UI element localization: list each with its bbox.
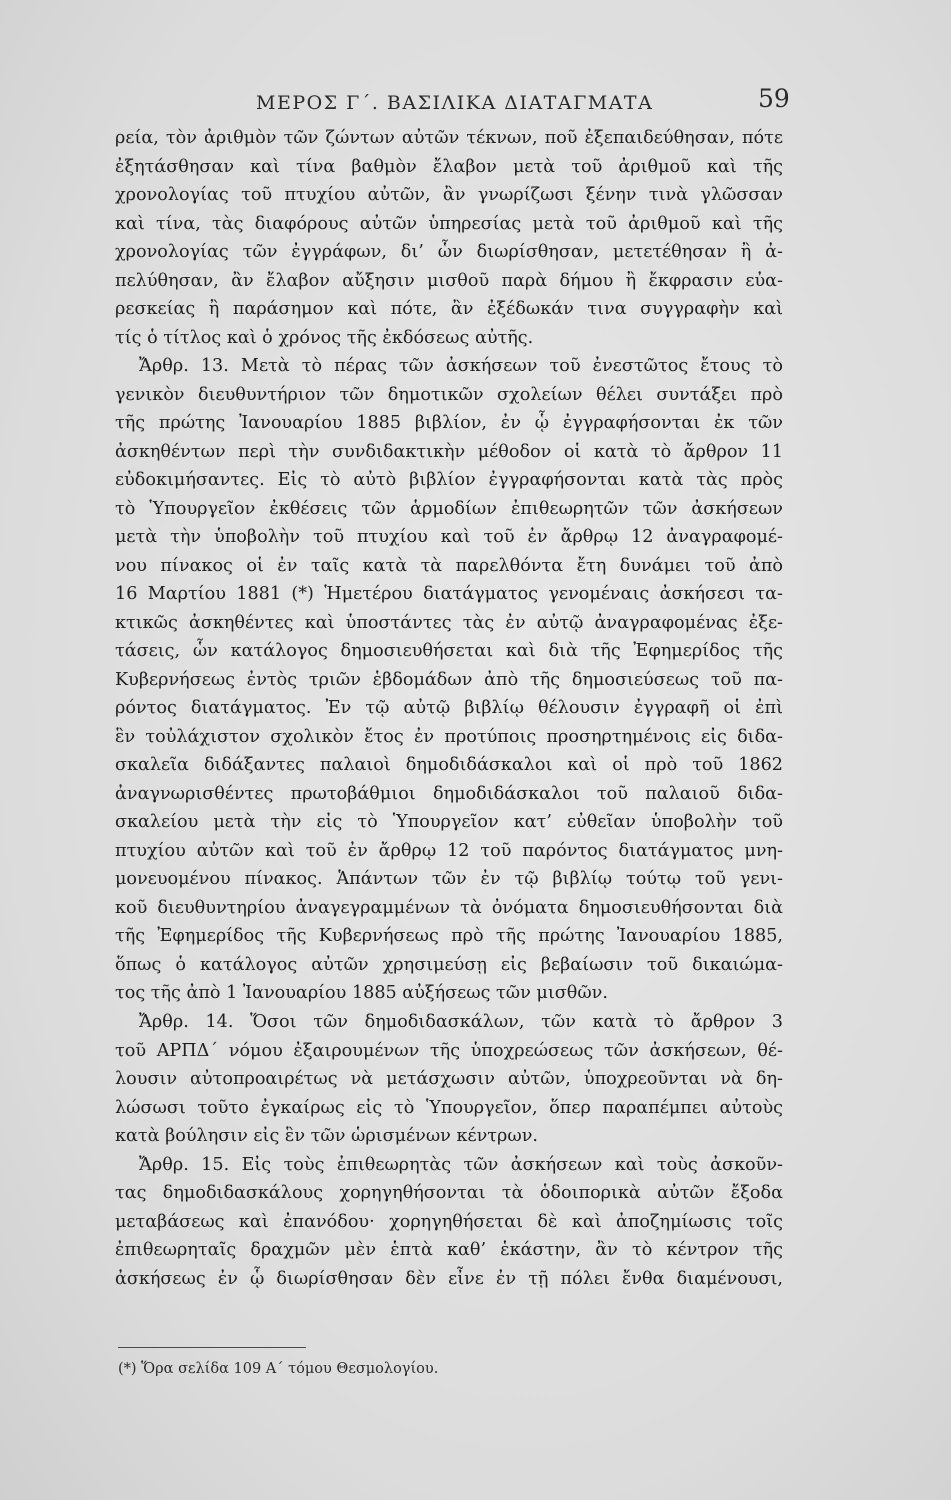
text-line: μετὰ τὴν ὑποβολὴν τοῦ πτυχίου καὶ τοῦ ἐν ἄρθρῳ 12 ἀναγραφομέ-: [115, 527, 783, 548]
running-head: ΜΕΡΟΣ Γ΄. ΒΑΣΙΛΙΚΑ ΔΙΑΤΑΓΜΑΤΑ: [256, 92, 654, 114]
page-header: [0, 84, 951, 118]
footnote-rule: [118, 1347, 306, 1348]
text-line: Κυβερνήσεως ἐντὸς τριῶν ἑβδομάδων ἀπὸ τῆς δημοσιεύσεως τοῦ πα-: [115, 669, 783, 690]
text-line: τῆς Ἐφημερίδος τῆς Κυβερνήσεως πρὸ τῆς πρώτης Ἰανουαρίου 1885,: [115, 926, 783, 947]
text-line: ρεία, τὸν ἀριθμὸν τῶν ζώντων αὐτῶν τέκνων, ποῦ ἐξεπαιδεύθησαν, πότε: [115, 128, 783, 148]
text-line: γενικὸν διευθυντήριον τῶν δημοτικῶν σχολείων θέλει συντάξει πρὸ: [115, 384, 783, 405]
text-line: 16 Μαρτίου 1881 (*) Ἡμετέρου διατάγματος γενομέναις ἀσκήσεσι τα-: [115, 584, 783, 605]
text-line: τοῦ ΑΡΠΔ΄ νόμου ἐξαιρουμένων τῆς ὑποχρεώσεως τῶν ἀσκήσεων, θέ-: [115, 1040, 783, 1061]
text-line: τῆς πρώτης Ἰανουαρίου 1885 βιβλίον, ἐν ᾧ ἐγγραφήσονται ἐκ τῶν: [115, 413, 783, 434]
text-line: τάσεις, ὧν κατάλογος δημοσιευθήσεται καὶ διὰ τῆς Ἐφημερίδος τῆς: [115, 641, 783, 662]
text-line: ἐπιθεωρηταῖς δραχμῶν μὲν ἑπτὰ καθ’ ἑκάστην, ἂν τὸ κέντρον τῆς: [115, 1240, 783, 1261]
text-line: τας δημοδιδασκάλους χορηγηθήσονται τὰ ὁδοιπορικὰ αὐτῶν ἔξοδα: [115, 1183, 783, 1204]
text-line: εὐδοκιμήσαντες. Εἰς τὸ αὐτὸ βιβλίον ἐγγραφήσονται κατὰ τὰς πρὸς: [115, 470, 783, 491]
text-line: ἀναγνωρισθέντες πρωτοβάθμιοι δημοδιδάσκαλοι τοῦ παλαιοῦ διδα-: [115, 783, 783, 804]
text-line: λώσωσι τοῦτο ἐγκαίρως εἰς τὸ Ὑπουργεῖον, ὅπερ παραπέμπει αὐτοὺς: [115, 1097, 783, 1118]
body-text: [115, 124, 783, 1293]
text-line: ρεσκείας ἢ παράσημον καὶ πότε, ἂν ἐξέδωκάν τινα συγγραφὴν καὶ: [115, 299, 783, 320]
text-line: ἀσκηθέντων περὶ τὴν συνδιδακτικὴν μέθοδον οἱ κατὰ τὸ ἄρθρον 11: [115, 441, 783, 462]
text-line: μεταβάσεως καὶ ἐπανόδου· χορηγηθήσεται δὲ καὶ ἀποζημίωσις τοῖς: [115, 1211, 783, 1232]
text-line: τος τῆς ἀπὸ 1 Ἰανουαρίου 1885 αὐξήσεως τῶν μισθῶν.: [115, 983, 608, 1004]
text-line: χρονολογίας τῶν ἐγγράφων, δι’ ὧν διωρίσθησαν, μετετέθησαν ἢ ἀ-: [115, 242, 783, 263]
text-line: πελύθησαν, ἂν ἔλαβον αὔξησιν μισθοῦ παρὰ δήμου ἢ ἔκφρασιν εὐα-: [115, 270, 783, 291]
footnote: (*) Ὅρα σελίδα 109 Α΄ τόμου Θεσμολογίου.: [118, 1361, 439, 1377]
text-line: Ἄρθρ. 14. Ὅσοι τῶν δημοδιδασκάλων, τῶν κατὰ τὸ ἄρθρον 3: [139, 1011, 783, 1032]
text-line: κτικῶς ἀσκηθέντες καὶ ὑποστάντες τὰς ἐν αὐτῷ ἀναγραφομένας ἐξε-: [115, 612, 783, 633]
text-line: ὅπως ὁ κατάλογος αὐτῶν χρησιμεύσῃ εἰς βεβαίωσιν τοῦ δικαιώμα-: [115, 954, 783, 975]
text-line: ἀσκήσεως ἐν ᾧ διωρίσθησαν δὲν εἶνε ἐν τῇ πόλει ἔνθα διαμένουσι,: [115, 1268, 783, 1289]
text-line: τίς ὁ τίτλος καὶ ὁ χρόνος τῆς ἐκδόσεως αὐτῆς.: [115, 327, 534, 348]
text-line: Ἄρθρ. 13. Μετὰ τὸ πέρας τῶν ἀσκήσεων τοῦ ἐνεστῶτος ἔτους τὸ: [139, 356, 783, 377]
text-line: κοῦ διευθυντηρίου ἀναγεγραμμένων τὰ ὀνόματα δημοσιευθήσονται διὰ: [115, 897, 783, 918]
text-line: ἐξητάσθησαν καὶ τίνα βαθμὸν ἔλαβον μετὰ τοῦ ἀριθμοῦ καὶ τῆς: [115, 156, 783, 177]
text-line: λουσιν αὐτοπροαιρέτως νὰ μετάσχωσιν αὐτῶν, ὑποχρεοῦνται νὰ δη-: [115, 1069, 783, 1090]
text-line: κατὰ βούλησιν εἰς ἓν τῶν ὡρισμένων κέντρων.: [115, 1126, 538, 1147]
text-line: σκαλεῖα διδάξαντες παλαιοὶ δημοδιδάσκαλοι καὶ οἱ πρὸ τοῦ 1862: [115, 755, 783, 776]
text-line: ἓν τοὐλάχιστον σχολικὸν ἔτος ἐν προτύποις προσηρτημένοις εἰς διδα-: [115, 726, 783, 747]
text-line: καὶ τίνα, τὰς διαφόρους αὐτῶν ὑπηρεσίας μετὰ τοῦ ἀριθμοῦ καὶ τῆς: [115, 213, 783, 234]
text-line: χρονολογίας τοῦ πτυχίου αὐτῶν, ἂν γνωρίζωσι ξένην τινὰ γλῶσσαν: [115, 185, 783, 206]
text-line: τὸ Ὑπουργεῖον ἐκθέσεις τῶν ἁρμοδίων ἐπιθεωρητῶν τῶν ἀσκήσεων: [115, 498, 783, 519]
text-line: Ἄρθρ. 15. Εἰς τοὺς ἐπιθεωρητὰς τῶν ἀσκήσεων καὶ τοὺς ἀσκοῦν-: [139, 1154, 783, 1175]
text-line: ρόντος διατάγματος. Ἐν τῷ αὐτῷ βιβλίῳ θέλουσιν ἐγγραφῆ οἱ ἐπὶ: [115, 698, 783, 719]
text-line: σκαλείου μετὰ τὴν εἰς τὸ Ὑπουργεῖον κατ’ εὐθεῖαν ὑποβολὴν τοῦ: [115, 812, 783, 833]
text-line: μονευομένου πίνακος. Ἁπάντων τῶν ἐν τῷ βιβλίῳ τούτῳ τοῦ γενι-: [115, 869, 783, 890]
page-number: 59: [758, 84, 790, 113]
text-line: νου πίνακος οἱ ἐν ταῖς κατὰ τὰ παρελθόντα ἔτη δυνάμει τοῦ ἀπὸ: [115, 555, 783, 576]
text-line: πτυχίου αὐτῶν καὶ τοῦ ἐν ἄρθρῳ 12 τοῦ παρόντος διατάγματος μνη-: [115, 840, 783, 861]
